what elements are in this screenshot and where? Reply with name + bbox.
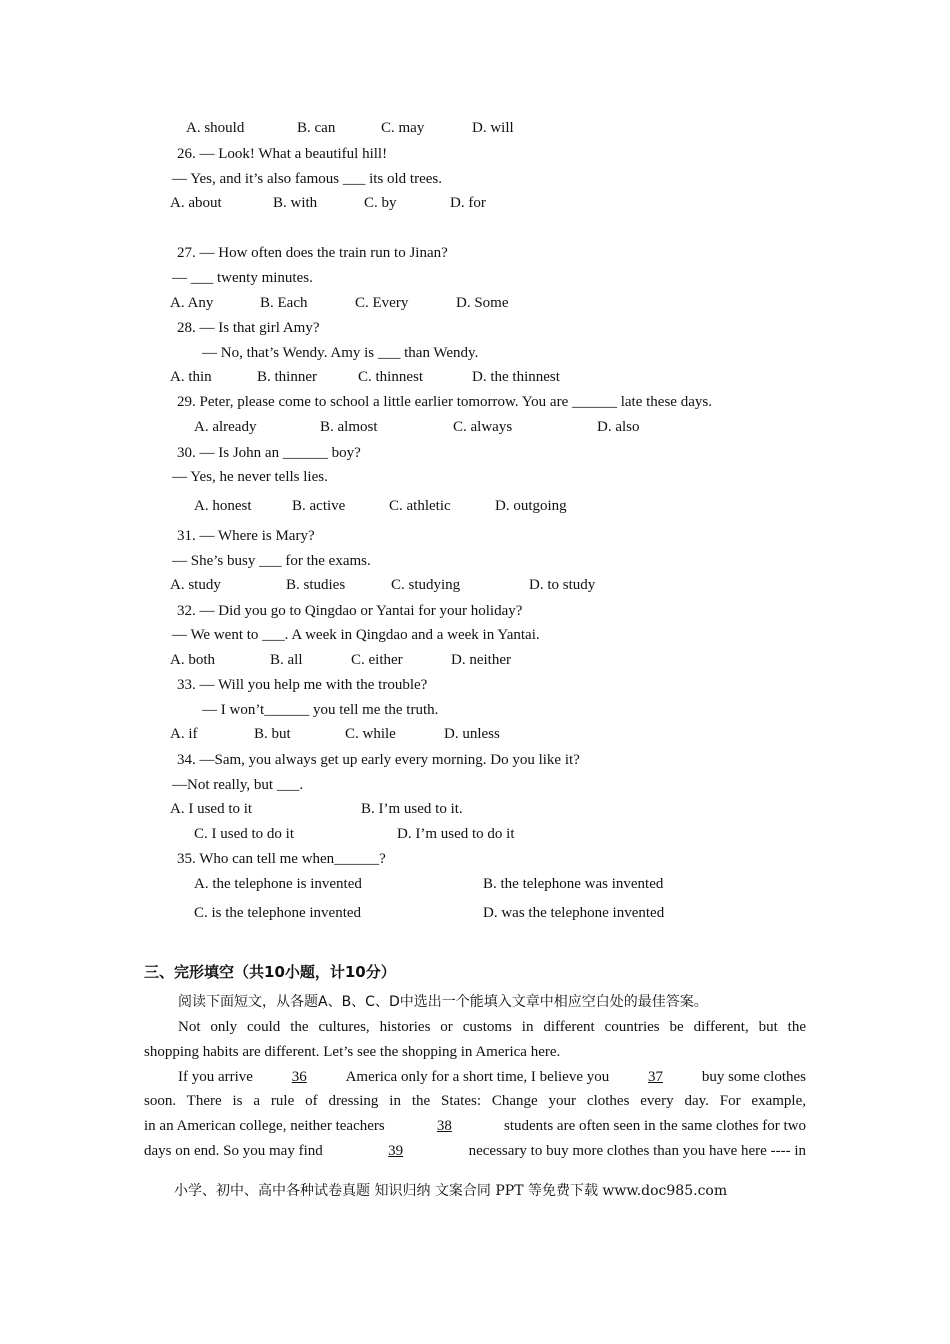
q33-option-c: C. while xyxy=(345,726,396,742)
q26-option-a: A. about xyxy=(170,195,222,211)
passage-text: buy some clothes xyxy=(701,1069,806,1085)
q28-option-c: C. thinnest xyxy=(358,369,424,385)
q27-question: 27. — How often does the train run to Jinan? xyxy=(177,245,448,261)
section-instruction: 阅读下面短文，从各题A、B、C、D中选出一个能填入文章中相应空白处的最佳答案。 xyxy=(178,994,708,1010)
q33-option-b: B. but xyxy=(254,726,291,742)
q30-option-b: B. active xyxy=(292,498,346,514)
q25-option-b: B. can xyxy=(297,120,336,136)
q33-option-a: A. if xyxy=(170,726,198,742)
q33-option-d: D. unless xyxy=(444,726,500,742)
q28-reply: — No, that’s Wendy. Amy is ___ than Wendy. xyxy=(202,345,479,361)
q27-option-c: C. Every xyxy=(355,295,409,311)
q30-reply: — Yes, he never tells lies. xyxy=(172,469,328,485)
q29-option-c: C. always xyxy=(453,419,513,435)
passage-text: in an American college, neither teachers xyxy=(144,1118,385,1134)
q34-option-c: C. I used to do it xyxy=(194,826,294,842)
passage-text: students are often seen in the same clothes for two xyxy=(504,1118,806,1134)
q26-option-d: D. for xyxy=(450,195,486,211)
q27-option-b: B. Each xyxy=(260,295,308,311)
q32-option-d: D. neither xyxy=(451,652,511,668)
passage-line xyxy=(144,1142,806,1160)
q28-option-a: A. thin xyxy=(170,369,212,385)
passage-line: shopping habits are different. Let’s see the shopping in America here. xyxy=(144,1044,561,1060)
q32-question: 32. — Did you go to Qingdao or Yantai for your holiday? xyxy=(177,603,523,619)
q29-option-b: B. almost xyxy=(320,419,378,435)
passage-text: necessary to buy more clothes than you have here ---- in xyxy=(468,1143,806,1159)
q29-option-d: D. also xyxy=(597,419,640,435)
q27-option-a: A. Any xyxy=(170,295,214,311)
q31-question: 31. — Where is Mary? xyxy=(177,528,315,544)
q35-question: 35. Who can tell me when______? xyxy=(177,851,386,867)
q34-option-a: A. I used to it xyxy=(170,801,253,817)
passage-line xyxy=(178,1068,806,1086)
q34-option-d: D. I’m used to do it xyxy=(397,826,515,842)
q32-option-c: C. either xyxy=(351,652,403,668)
q31-option-b: B. studies xyxy=(286,577,346,593)
q30-option-a: A. honest xyxy=(194,498,252,514)
blank-36: 36 xyxy=(291,1069,307,1085)
q28-option-b: B. thinner xyxy=(257,369,317,385)
q28-question: 28. — Is that girl Amy? xyxy=(177,320,320,336)
q29-option-a: A. already xyxy=(194,419,257,435)
q31-option-a: A. study xyxy=(170,577,221,593)
q32-reply: — We went to ___. A week in Qingdao and a week in Yantai. xyxy=(172,627,540,643)
section-heading: 三、完形填空（共10小题，计10分） xyxy=(144,963,396,981)
q25-option-a: A. should xyxy=(186,120,245,136)
q35-option-c: C. is the telephone invented xyxy=(194,905,362,921)
q33-question: 33. — Will you help me with the trouble? xyxy=(177,677,428,693)
q26-reply: — Yes, and it’s also famous ___ its old trees. xyxy=(172,171,442,187)
passage-line: soon. There is a rule of dressing in the States: Change your clothes every day. For example, xyxy=(144,1093,806,1109)
q31-option-d: D. to study xyxy=(529,577,596,593)
passage-text: America only for a short time, I believe you xyxy=(345,1069,610,1085)
q30-option-d: D. outgoing xyxy=(495,498,567,514)
q32-option-a: A. both xyxy=(170,652,215,668)
passage-text: If you arrive xyxy=(178,1069,253,1085)
q30-option-c: C. athletic xyxy=(389,498,451,514)
blank-39: 39 xyxy=(388,1143,404,1159)
passage-line: Not only could the cultures, histories or customs in different countries be different, but the xyxy=(178,1019,806,1035)
blank-38: 38 xyxy=(436,1118,452,1134)
passage-text: days on end. So you may find xyxy=(144,1143,323,1159)
q27-option-d: D. Some xyxy=(456,295,509,311)
q34-option-b: B. I’m used to it. xyxy=(361,801,463,817)
q26-option-c: C. by xyxy=(364,195,397,211)
q31-reply: — She’s busy ___ for the exams. xyxy=(172,553,371,569)
page-footer: 小学、初中、高中各种试卷真题 知识归纳 文案合同 PPT 等免费下载 www.doc985.com xyxy=(174,1183,728,1199)
q32-option-b: B. all xyxy=(270,652,303,668)
q29-question: 29. Peter, please come to school a little earlier tomorrow. You are ______ late these days. xyxy=(177,394,712,410)
q27-reply: — ___ twenty minutes. xyxy=(172,270,313,286)
q34-question: 34. —Sam, you always get up early every morning. Do you like it? xyxy=(177,752,580,768)
q26-question: 26. — Look! What a beautiful hill! xyxy=(177,146,388,162)
q35-option-d: D. was the telephone invented xyxy=(483,905,665,921)
q28-option-d: D. the thinnest xyxy=(472,369,560,385)
passage-line xyxy=(144,1117,806,1135)
q25-option-c: C. may xyxy=(381,120,425,136)
q31-option-c: C. studying xyxy=(391,577,461,593)
q33-reply: — I won’t______ you tell me the truth. xyxy=(202,702,439,718)
q26-option-b: B. with xyxy=(273,195,318,211)
q34-reply: —Not really, but ___. xyxy=(172,777,304,793)
blank-37: 37 xyxy=(648,1069,664,1085)
q25-option-d: D. will xyxy=(472,120,514,136)
q35-option-b: B. the telephone was invented xyxy=(483,876,664,892)
q35-option-a: A. the telephone is invented xyxy=(194,876,362,892)
q30-question: 30. — Is John an ______ boy? xyxy=(177,445,361,461)
